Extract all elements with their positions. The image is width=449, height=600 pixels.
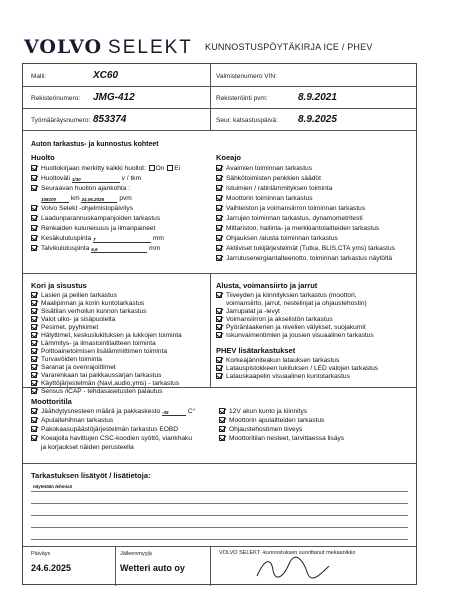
checkbox-checked[interactable] (216, 308, 222, 314)
checkbox-checked[interactable] (216, 235, 222, 241)
checkbox-checked[interactable] (31, 175, 37, 181)
checkbox-checked[interactable] (216, 175, 222, 181)
checkbox-checked[interactable] (31, 308, 37, 314)
moottori-item[interactable]: Pakokaasupäästöjärjestelmän tarkastus EOBD (31, 426, 178, 435)
regdate-label: Rekisteröinti pvm: (216, 95, 268, 102)
huolto-item[interactable]: Talvikulutuspinta 6,6 mm (31, 245, 160, 254)
brand-volvo: VOLVO (24, 36, 103, 58)
row-divider (23, 273, 416, 274)
brand-selekt: SELEKT (108, 37, 193, 58)
col-divider (115, 546, 116, 586)
checkbox-checked[interactable] (216, 365, 222, 371)
order-label: Työmääräysnumero: (31, 117, 91, 124)
checkbox-checked[interactable] (216, 205, 222, 211)
checkbox-checked[interactable] (31, 435, 37, 441)
checkbox-checked[interactable] (31, 348, 37, 354)
col-divider (210, 64, 211, 130)
checkbox-checked[interactable] (216, 316, 222, 322)
checkbox-on[interactable] (149, 165, 155, 171)
checkbox-checked[interactable] (216, 255, 222, 261)
kori-item[interactable]: Lämmitys- ja ilmastointilaitteen toiminta (31, 340, 156, 349)
koeajo-item[interactable]: Jarrujen toiminnan tarkastus, dynamometritesti (216, 215, 363, 224)
checkbox-checked[interactable] (31, 225, 37, 231)
checkbox-checked[interactable] (31, 324, 37, 330)
kori-item[interactable]: Sisätilan verhoilun kunnon tarkastus (31, 308, 147, 317)
phev-item[interactable]: Latauspistokkeen lukituksen / LED valojen tarkastus (216, 365, 378, 374)
huolto-item[interactable]: Volvo Selekt -ohjelmistopäivitys (31, 205, 133, 214)
checkbox-checked[interactable] (31, 417, 37, 423)
form-frame (22, 63, 417, 585)
nextinspect-value[interactable]: 8.9.2025 (298, 114, 337, 125)
checkbox-checked[interactable] (216, 357, 222, 363)
phev-item[interactable]: Latauskaapelin visuaalinen kuntotarkastus (216, 373, 350, 382)
kori-item[interactable]: Valot ulko- ja sisäpuolelta (31, 316, 115, 325)
checkbox-checked[interactable] (216, 185, 222, 191)
kori-item[interactable]: Polttoainetoimisen lisälämmittimen toiminta (31, 348, 167, 357)
checkbox-checked[interactable] (31, 205, 37, 211)
koeajo-item[interactable]: Moottorin toiminnan tarkastus (216, 195, 313, 204)
checkbox-checked[interactable] (31, 292, 37, 298)
checkbox-checked[interactable] (31, 372, 37, 378)
date-value[interactable]: 24.6.2025 (31, 563, 72, 573)
checkbox-checked[interactable] (31, 356, 37, 362)
huolto-item[interactable]: Huoltoväli 1/30 v / tkm (31, 175, 141, 184)
checkbox-checked[interactable] (31, 300, 37, 306)
row-divider (23, 108, 416, 109)
koeajo-item[interactable]: Sähkötoimisten penkkien säädöt (216, 175, 321, 184)
row-divider (23, 130, 416, 131)
moottori-item[interactable]: 12V akun kunto ja kiinnitys (219, 408, 307, 417)
koeajo-item[interactable]: Jarrutusenergiantalteenotto, toiminnan tarkastus näytöltä (216, 255, 392, 264)
checkbox-checked[interactable] (219, 435, 225, 441)
checkbox-checked[interactable] (31, 388, 37, 394)
checkbox-checked[interactable] (31, 332, 37, 338)
mechanic-label: VOLVO SELEKT -kunnostuksen suorittanut mekaanikko (219, 550, 356, 556)
model-label: Malli: (31, 73, 47, 80)
koeajo-item[interactable]: Vaihteiston ja voimansiirron toiminnan tarkastus (216, 205, 365, 214)
checkbox-checked[interactable] (31, 364, 37, 370)
huolto-item[interactable]: 108100 km 24.06.2026 pvm (41, 195, 132, 202)
notes-line[interactable] (31, 539, 408, 540)
koeajo-item[interactable]: Istuimien / ratinlämmityksen toiminta (216, 185, 332, 194)
checkbox-checked[interactable] (31, 340, 37, 346)
alusta-item[interactable]: Jarrupalat ja -levyt (216, 308, 280, 317)
checkbox-checked[interactable] (31, 380, 37, 386)
checkbox-ei[interactable] (167, 165, 173, 171)
checkbox-checked[interactable] (216, 373, 222, 379)
moottori-item[interactable]: Moottorin apulaitteiden tarkastus (219, 417, 324, 426)
checkbox-checked[interactable] (31, 215, 37, 221)
moottori-title: Moottoritila (31, 397, 72, 406)
notes-line[interactable] (31, 515, 408, 516)
kori-item[interactable]: Pesimet, pyyhkimet (31, 324, 98, 333)
checkbox-checked[interactable] (31, 426, 37, 432)
seller-value[interactable]: Wetteri auto oy (120, 563, 185, 573)
huolto-item[interactable]: Huoltokirjaan merkitty kaikki huollot: On Ei (31, 165, 180, 174)
model-value[interactable]: XC60 (93, 70, 119, 81)
date-label: Päiväys (31, 551, 51, 557)
alusta-item[interactable]: Voimansiirron ja akselistön tarkastus (216, 316, 333, 325)
regdate-value[interactable]: 8.9.2021 (298, 92, 337, 103)
huolto-item[interactable]: Kesäkulutuspinta 7 mm (31, 235, 164, 244)
moottori-item[interactable]: Moottoritilan nesteet, tarvittaessa lisäys (219, 435, 344, 444)
reg-label: Rekisterinumero: (31, 95, 81, 102)
huolto-item[interactable]: Laadunparannuskampanjoiden tarkastus (31, 215, 160, 224)
vin-label: Valmistenumero VIN: (216, 73, 277, 80)
section-title: Auton tarkastus- ja kunnostus kohteet (31, 141, 159, 148)
checkbox-checked[interactable] (31, 316, 37, 322)
moottori-item[interactable]: Jäähdytysnesteen määrä ja pakkaskesto -36 C° (31, 408, 195, 417)
checkbox-checked[interactable] (31, 245, 37, 251)
phev-title: PHEV lisätarkastukset (216, 346, 296, 355)
reg-value[interactable]: JMG-412 (93, 92, 135, 103)
alusta-item[interactable]: Pyöränlaakerien ja nivelien välykset, suojakumit (216, 324, 366, 333)
moottori-item[interactable]: Ohjaustehostimen tiiveys (219, 426, 302, 435)
signature-icon (253, 554, 333, 582)
row-divider (23, 86, 416, 87)
alusta-item[interactable]: Iskunvaimentimien ja jousien visuaalinen tarkastus (216, 332, 374, 341)
col-divider (210, 546, 211, 586)
checkbox-checked[interactable] (216, 245, 222, 251)
koeajo-item[interactable]: Aktiiviset tukijärjestelmät (Tutka, BLIS,CTA yms) tarkastus (216, 245, 395, 254)
nextinspect-label: Seur. katsastuspäivä: (216, 117, 278, 124)
koeajo-item[interactable]: Avaimien toiminnan tarkastus (216, 165, 312, 174)
kori-item[interactable]: Lasien ja peilien tarkastus (31, 292, 117, 301)
row-divider (23, 546, 416, 547)
huolto-item[interactable]: Seuraavan huollon ajankohta : (31, 185, 130, 194)
seller-label: Jälleenmyyjä (120, 551, 152, 557)
col-divider (210, 273, 211, 387)
checkbox-checked[interactable] (216, 215, 222, 221)
phev-item[interactable]: Korkeajänniteakun latauksen tarkastus (216, 357, 339, 366)
notes-line[interactable] (31, 527, 408, 528)
row-divider (23, 463, 416, 464)
checkbox-checked[interactable] (31, 235, 37, 241)
notes-title: Tarkastuksen lisätyöt / lisätietoja: (31, 471, 151, 480)
checkbox-checked[interactable] (219, 426, 225, 432)
checkbox-checked[interactable] (216, 165, 222, 171)
alusta-title: Alusta, voimansiirto ja jarrut (216, 281, 318, 290)
kori-item[interactable]: Vararenkaan tai paikkaussarjan tarkastus (31, 372, 161, 381)
checkbox-checked[interactable] (31, 165, 37, 171)
koeajo-item[interactable]: Ohjauksen /alusta toiminnan tarkastus (216, 235, 338, 244)
checkbox-checked[interactable] (31, 185, 37, 191)
doc-title: KUNNOSTUSPÖYTÄKIRJA ICE / PHEV (205, 42, 373, 52)
kori-title: Kori ja sisustus (31, 281, 87, 290)
checkbox-checked[interactable] (216, 292, 222, 298)
checkbox-checked[interactable] (219, 408, 225, 414)
checkbox-checked[interactable] (216, 225, 222, 231)
koeajo-title: Koeajo (216, 153, 242, 162)
alusta-item-cont: voimansiirto, jarrut, nestelinjat ja ohjaustehostin) (226, 300, 367, 307)
alusta-item[interactable]: Tiiveyden ja kiinnityksien tarkastus (moottori, (216, 292, 357, 301)
moottori-item-cont: ja korjaukset näiden perusteella (41, 444, 134, 451)
huolto-item[interactable]: Renkaiden kuluneisuus ja ilmanpaineet (31, 225, 155, 234)
moottori-item[interactable]: Koeajolla havittujen CSC-koodien syöttö, viankhaku (31, 435, 192, 444)
checkbox-checked[interactable] (219, 417, 225, 423)
notes-line[interactable] (31, 491, 408, 492)
checkbox-checked[interactable] (216, 195, 222, 201)
notes-line-text[interactable]: näytetään lehmisä (33, 484, 73, 489)
brand-logo (24, 36, 193, 59)
notes-line[interactable] (31, 503, 408, 504)
checkbox-checked[interactable] (216, 332, 222, 338)
koeajo-item[interactable]: Mittariston, hallinta- ja merkkiantolaitteiden tarkastus (216, 225, 379, 234)
moottori-item[interactable]: Apulaitehihnan tarkastus (31, 417, 113, 426)
huolto-title: Huolto (31, 153, 55, 162)
checkbox-checked[interactable] (216, 324, 222, 330)
kori-item[interactable]: Maalipinnan ja korin kuntotarkastus (31, 300, 144, 309)
kori-item[interactable]: Hälyttimet, keskuslukituksen ja lukkojen toiminta (31, 332, 182, 341)
order-value[interactable]: 853374 (93, 114, 127, 125)
kori-item[interactable]: Käyttöjärjestelmän (Navi,audio,yms) - tarkastus (31, 380, 179, 389)
checkbox-checked[interactable] (31, 408, 37, 414)
kori-item[interactable]: Sensus /iCAP - tehdasasetusten palautus (31, 388, 163, 397)
kori-item[interactable]: Saranat ja ovenrajoittimet (31, 364, 116, 373)
kori-item[interactable]: Turvavöiden toiminta (31, 356, 102, 365)
